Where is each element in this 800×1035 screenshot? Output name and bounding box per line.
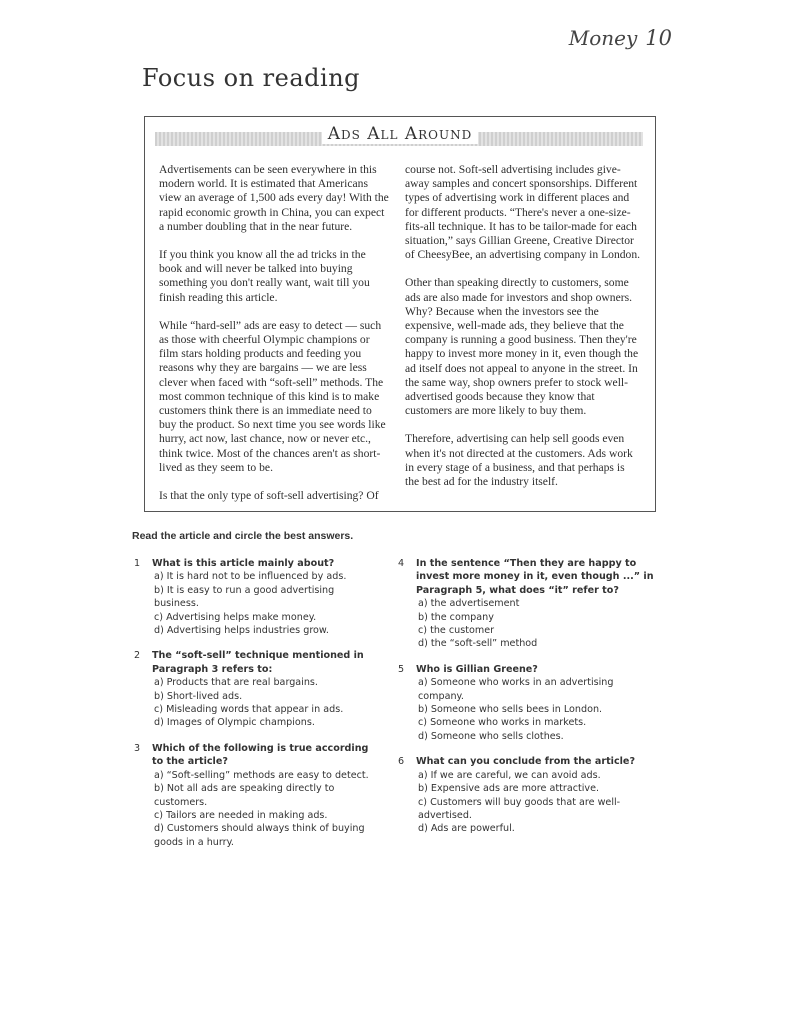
unit-number: 10 xyxy=(645,26,672,50)
answer-option[interactable]: d) the “soft-sell” method xyxy=(418,638,538,650)
answer-option[interactable]: c) Customers will buy goods that are well-advertised. xyxy=(418,796,621,821)
answer-option[interactable]: b) It is easy to run a good advertising business. xyxy=(154,584,335,610)
article-paragraph: Advertisements can be seen everywhere in this modern world. It is estimated that Americans view an average of 1,500 ads every day! With the rapid economic growth in China, you can expect a number doubling that in the near future. xyxy=(159,163,389,233)
answer-option[interactable]: b) Short-lived ads. xyxy=(154,690,243,702)
question-text: Which of the following is true according to the article? xyxy=(152,742,369,768)
question-number: 1 xyxy=(134,558,141,569)
answer-option[interactable]: c) Tailors are needed in making ads. xyxy=(154,809,328,821)
answer-option[interactable]: c) the customer xyxy=(418,625,495,637)
answer-option[interactable]: d) Advertising helps industries grow. xyxy=(154,625,329,637)
question-1 xyxy=(134,557,380,637)
question-number: 6 xyxy=(398,756,405,768)
section-title: Focus on reading xyxy=(142,64,361,92)
article-title-wrap xyxy=(145,124,655,144)
questions-column-left xyxy=(134,557,380,861)
instructions: Read the article and circle the best answers. xyxy=(132,530,354,542)
unit-header xyxy=(569,26,672,50)
question-2 xyxy=(134,649,380,729)
question-4 xyxy=(398,557,660,651)
answer-option[interactable]: d) Customers should always think of buying goods in a hurry. xyxy=(154,823,365,848)
article-paragraph: Therefore, advertising can help sell goods even when it's not directed at the customers. Ads work in every stage of a business, and that perhaps is the best ad for the industry itself. xyxy=(405,432,633,489)
answer-option[interactable]: c) Someone who works in markets. xyxy=(418,717,587,729)
article-paragraph: If you think you know all the ad tricks in the book and will never be talked into buying something you don't really want, wait till you finish reading this article. xyxy=(159,248,370,304)
article-paragraph: While “hard-sell” ads are easy to detect — such as those with cheerful Olympic champions or film stars holding products and feeding you reasons why they are bargains — we are less clever when faced with “soft-sell” methods. The most common technique of this kind is to make customers think there is an immediate need to buy the product. So next time you see words like hurry, act now, last chance, now or never etc., think twice. Most of the chances aren't as short-lived as they seem to be. xyxy=(159,318,386,474)
answer-option[interactable]: b) the company xyxy=(418,611,494,623)
unit-title: Money xyxy=(568,26,638,50)
question-5 xyxy=(398,663,660,743)
question-text: Who is Gillian Greene? xyxy=(416,663,538,675)
question-3 xyxy=(134,742,380,849)
question-number: 3 xyxy=(134,742,141,754)
answer-option[interactable]: d) Ads are powerful. xyxy=(418,823,515,835)
article-column-left xyxy=(159,163,391,517)
answer-option[interactable]: a) If we are careful, we can avoid ads. xyxy=(418,769,601,781)
answer-option[interactable]: a) “Soft-selling” methods are easy to detect. xyxy=(154,769,369,781)
article-paragraph: Is that the only type of soft-sell advertising? Of xyxy=(159,489,379,503)
article-paragraph: course not. Soft-sell advertising includes give-away samples and concert sponsorships. Different types of advertising work in different places and for different products. “There's never a one-size-fits-all technique. It has to be tailor-made for each situation,” says Gillian Greene, Creative Director of CheesyBee, an advertising company in London. xyxy=(405,163,641,262)
answer-option[interactable]: b) Not all ads are speaking directly to customers. xyxy=(154,783,335,808)
article-paragraph: Other than speaking directly to customers, some ads are also made for investors and shop owners. Why? Because when the investors see the expensive, well-made ads, they believe that the company is running a good business. Then they're happy to invest more money in it, even though the ad itself does not appeal to anyone in the street. In the same way, shop owners prefer to stock well-advertised goods because they know that customers are more likely to buy them. xyxy=(405,276,639,418)
question-number: 5 xyxy=(398,663,405,675)
answer-option[interactable]: a) Someone who works in an advertising company. xyxy=(418,677,614,702)
answer-option[interactable]: a) Products that are real bargains. xyxy=(154,677,318,689)
question-text: The “soft-sell” technique mentioned in Paragraph 3 refers to: xyxy=(152,650,364,675)
question-text: What can you conclude from the article? xyxy=(416,756,636,768)
answer-option[interactable]: a) It is hard not to be influenced by ads. xyxy=(154,571,347,583)
question-text: What is this article mainly about? xyxy=(152,558,335,569)
answer-option[interactable]: a) the advertisement xyxy=(418,598,520,610)
article-box xyxy=(144,116,656,512)
question-number: 4 xyxy=(398,558,405,569)
answer-option[interactable]: d) Images of Olympic champions. xyxy=(154,717,315,729)
answer-option[interactable]: d) Someone who sells clothes. xyxy=(418,730,564,742)
article-title: Ads All Around xyxy=(322,124,479,144)
answer-option[interactable]: c) Advertising helps make money. xyxy=(154,611,317,623)
question-number: 2 xyxy=(134,650,141,662)
answer-option[interactable]: b) Expensive ads are more attractive. xyxy=(418,783,600,795)
answer-option[interactable]: c) Misleading words that appear in ads. xyxy=(154,704,344,716)
article-column-right xyxy=(405,163,641,503)
answer-option[interactable]: b) Someone who sells bees in London. xyxy=(418,704,603,716)
question-6 xyxy=(398,755,660,835)
question-text: In the sentence “Then they are happy to invest more money in it, even though ...” in Paragraph 5, what does “it” refer to? xyxy=(416,558,654,596)
questions-column-right xyxy=(398,557,660,848)
